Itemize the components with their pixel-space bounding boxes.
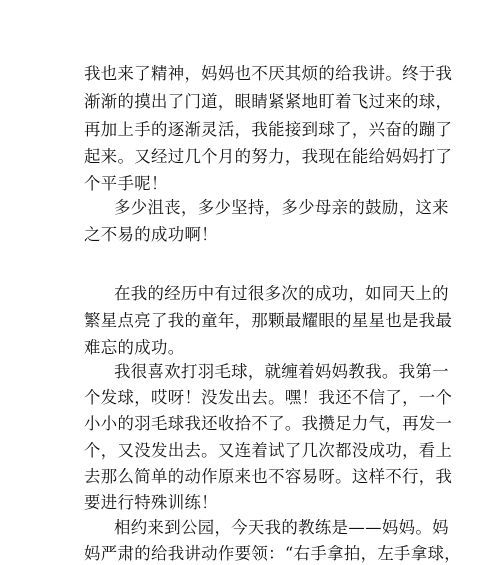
text-line: 多少沮丧，多少坚持，多少母亲的鼓励，这来 [114, 198, 449, 217]
text-line: 要进行特殊训练！ [84, 493, 218, 512]
text-line: 再加上手的逐渐灵活，我能接到球了，兴奋的蹦了 [84, 120, 453, 139]
text-line: 小小的羽毛球我还收拾不了。我攒足力气，再发一 [84, 414, 453, 433]
text-line: 妈严肃的给我讲动作要领：“右手拿拍，左手拿球， [84, 544, 462, 563]
text-line: 个平手呢！ [84, 174, 168, 193]
text-line: 难忘的成功。 [84, 338, 185, 357]
text-line: 相约来到公园，今天我的教练是——妈妈。妈 [114, 518, 449, 537]
text-line: 起来。又经过几个月的努力，我现在能给妈妈打了 [84, 147, 453, 166]
text-line: 之不易的成功啊！ [84, 225, 218, 244]
text-line: 我也来了精神，妈妈也不厌其烦的给我讲。终于我 [84, 64, 453, 83]
text-line: 我很喜欢打羽毛球，就缠着妈妈教我。我第一 [114, 362, 449, 381]
text-line: 在我的经历中有过很多次的成功，如同天上的 [114, 284, 449, 303]
text-line: 繁星点亮了我的童年，那颗最耀眼的星星也是我最 [84, 311, 453, 330]
text-line: 个发球，哎呀！没发出去。嘿！我还不信了，一个 [84, 388, 453, 407]
text-line: 渐渐的摸出了门道，眼睛紧紧地盯着飞过来的球， [84, 92, 453, 111]
text-line: 去那么简单的动作原来也不容易呀。这样不行，我 [84, 467, 453, 486]
text-line: 个，又没发出去。又连着试了几次都没成功，看上 [84, 441, 453, 460]
